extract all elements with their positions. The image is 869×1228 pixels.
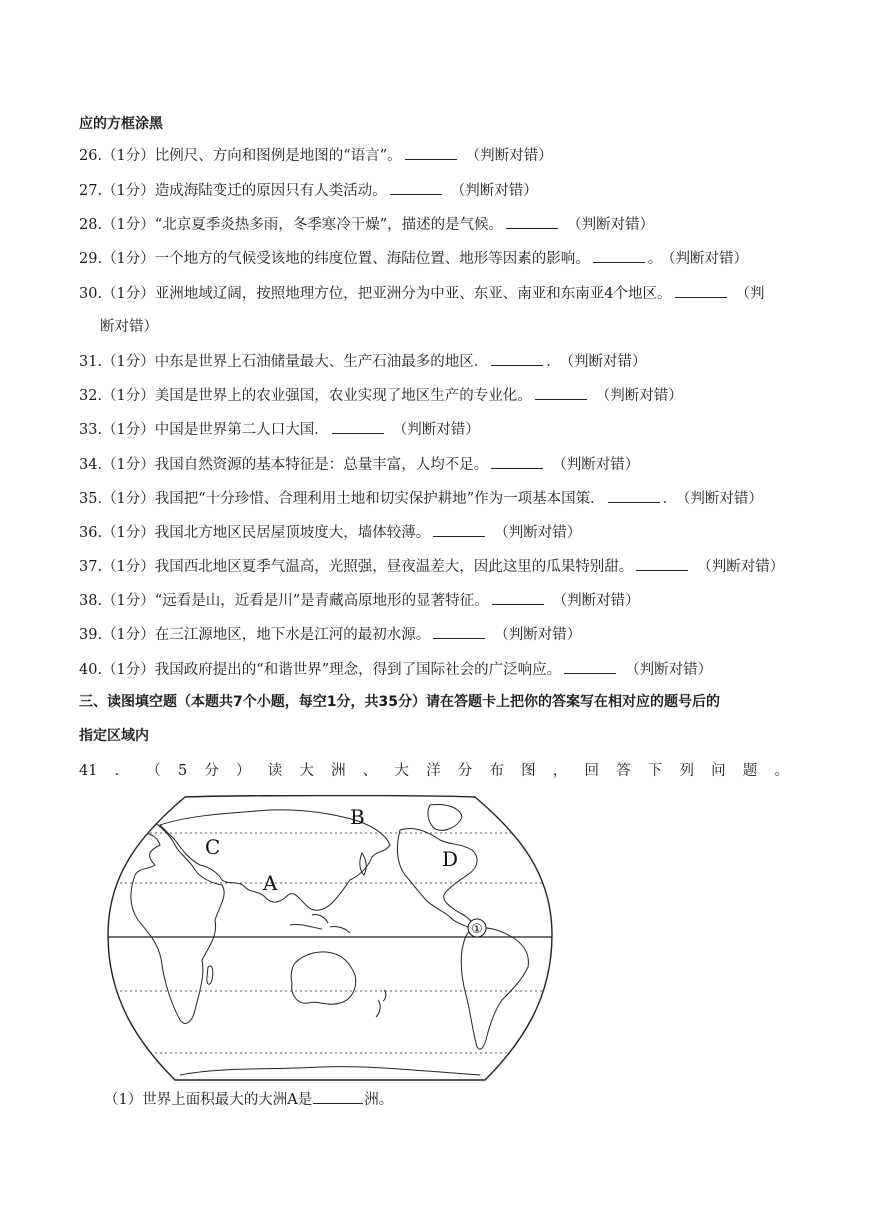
question-number: 39.	[79, 627, 103, 643]
q41-char: 5	[177, 763, 188, 779]
answer-blank[interactable]	[491, 351, 543, 366]
answer-blank[interactable]	[675, 283, 727, 298]
answer-blank[interactable]	[491, 454, 543, 469]
q41-char: 问	[711, 763, 726, 779]
question-number: 36.	[79, 525, 103, 541]
answer-blank[interactable]	[332, 419, 384, 434]
question-41-prompt	[79, 761, 789, 781]
judge-hint: （判断对错）	[566, 354, 647, 370]
question-score: （1分）	[102, 559, 155, 575]
q41-char: （	[146, 763, 161, 779]
judge-hint: （判断对错）	[392, 422, 480, 438]
question-40	[79, 659, 799, 680]
judge-hint: （判断对错）	[552, 457, 640, 473]
question-text: 亚洲地域辽阔，按照地理方位，把亚洲分为中亚、东亚、南亚和东南亚4个地区。	[154, 286, 672, 302]
judge-hint: （判断对错）	[494, 525, 582, 541]
section3-title-line1: 三、读图填空题（本题共7个小题，每空1分，共35分）请在答题卡上把你的答案写在相对应的题号后的	[79, 694, 720, 710]
question-text: 在三江源地区，地下水是江河的最初水源。	[154, 627, 431, 643]
question-score: （1分）	[102, 457, 155, 473]
question-text: 一个地方的气候受该地的纬度位置、海陆位置、地形等因素的影响。	[154, 251, 590, 267]
question-text: “远看是山，近看是川”是青藏高原地形的显著特征。	[154, 593, 489, 609]
question-32	[79, 385, 799, 406]
question-number: 32.	[79, 388, 103, 404]
question-35	[79, 488, 799, 509]
question-punct: ．	[662, 491, 678, 507]
sub1-text-after: 洲。	[364, 1092, 394, 1108]
judge-hint: （判断对错）	[450, 183, 538, 199]
map-marker-circle-1	[468, 919, 486, 937]
judge-hint: （判断对错）	[552, 593, 640, 609]
antarctica-outline	[180, 1067, 480, 1075]
question-number: 27.	[79, 183, 103, 199]
question-30	[79, 283, 799, 304]
question-text: 我国政府提出的“和谐世界”理念，得到了国际社会的广泛响应。	[154, 662, 562, 678]
japan-outline	[360, 853, 366, 875]
section-continuation: 应的方框涂黑	[79, 116, 163, 132]
map-label-B: B	[350, 805, 365, 829]
svg-text:①: ①	[471, 922, 483, 937]
judge-hint: （判断对错）	[465, 148, 553, 164]
world-continents-oceans-map	[100, 795, 560, 1085]
question-score: （1分）	[102, 525, 155, 541]
answer-blank[interactable]	[535, 385, 587, 400]
question-number: 33.	[79, 422, 103, 438]
judge-hint: （判断对错）	[567, 217, 655, 233]
q41-char: 答	[616, 763, 631, 779]
question-number: 35.	[79, 491, 103, 507]
answer-blank[interactable]	[433, 624, 485, 639]
answer-blank[interactable]	[405, 145, 457, 160]
judge-hint: （判断对错）	[668, 251, 749, 267]
question-score: （1分）	[102, 148, 155, 164]
q41-char: 大	[299, 763, 314, 779]
madagascar-outline	[207, 966, 213, 984]
q41-char: ）	[236, 763, 251, 779]
question-number: 40.	[79, 662, 103, 678]
south-america-outline	[461, 928, 528, 1050]
answer-blank[interactable]	[313, 1089, 363, 1104]
q41-char: 列	[679, 763, 694, 779]
judge-hint: （判断对错）	[683, 491, 763, 507]
q41-char: 洲	[331, 763, 346, 779]
question-text: 我国自然资源的基本特征是：总量丰富，人均不足。	[154, 457, 489, 473]
answer-blank[interactable]	[390, 180, 442, 195]
section3-title-line2: 指定区域内	[79, 728, 149, 744]
q41-char: 图	[521, 763, 536, 779]
question-score: （1分）	[102, 662, 155, 678]
q41-char: 回	[584, 763, 599, 779]
q41-char: 大	[394, 763, 409, 779]
question-score: （1分）	[102, 217, 155, 233]
question-39	[79, 624, 799, 645]
answer-blank[interactable]	[593, 248, 645, 263]
question-number: 30.	[79, 286, 103, 302]
q41-char: 布	[489, 763, 504, 779]
question-score: （1分）	[102, 286, 155, 302]
judge-hint: （判断对错）	[494, 627, 582, 643]
question-score: （1分）	[102, 593, 155, 609]
question-number: 31.	[79, 354, 103, 370]
question-number: 29.	[79, 251, 103, 267]
question-score: （1分）	[102, 251, 155, 267]
q41-char: ，	[552, 763, 568, 779]
question-number: 26.	[79, 148, 103, 164]
question-number: 37.	[79, 559, 103, 575]
q41-char: 下	[647, 763, 663, 779]
question-41-sub1	[104, 1089, 393, 1110]
question-33	[79, 419, 799, 440]
question-34	[79, 454, 799, 475]
q41-char: ．	[114, 763, 130, 779]
answer-blank[interactable]	[506, 214, 558, 229]
question-text: 造成海陆变迁的原因只有人类活动。	[154, 183, 387, 199]
question-number: 34.	[79, 457, 103, 473]
question-text: 比例尺、方向和图例是地图的“语言”。	[154, 148, 402, 164]
question-score: （1分）	[102, 183, 155, 199]
map-label-D: D	[442, 847, 459, 871]
sub1-text-before: （1）世界上面积最大的大洲A是	[104, 1092, 313, 1108]
question-score: （1分）	[102, 422, 155, 438]
north-america-outline	[398, 828, 478, 929]
new-zealand-outline	[376, 990, 386, 1017]
question-number: 38.	[79, 593, 103, 609]
question-27	[79, 180, 799, 201]
question-text: 中国是世界第二人口大国．	[154, 422, 329, 438]
question-26	[79, 145, 799, 166]
question-31	[79, 351, 799, 372]
indonesia-outline	[290, 914, 350, 933]
question-text: 我国北方地区民居屋顶坡度大，墙体较薄。	[154, 525, 431, 541]
question-number: 28.	[79, 217, 103, 233]
q41-char: 分	[457, 763, 473, 779]
answer-blank[interactable]	[608, 488, 660, 503]
answer-blank[interactable]	[433, 522, 485, 537]
question-37	[79, 556, 799, 577]
judge-hint-continued: 断对错）	[100, 319, 158, 335]
question-29	[79, 248, 799, 269]
answer-blank[interactable]	[564, 659, 616, 674]
question-text: “北京夏季炎热多雨，冬季寒冷干燥”，描述的是气候。	[154, 217, 504, 233]
australia-outline	[291, 952, 356, 1004]
judge-hint: （判断对错）	[595, 388, 683, 404]
question-score: （1分）	[102, 491, 155, 507]
judge-hint: （判断对错）	[625, 662, 713, 678]
question-28	[79, 214, 799, 235]
q41-char: 读	[267, 763, 283, 779]
q41-char: 41	[79, 763, 98, 779]
q41-char: 洋	[426, 763, 441, 779]
answer-blank[interactable]	[636, 556, 688, 571]
question-38	[79, 590, 799, 611]
map-frame	[108, 796, 552, 1081]
question-36	[79, 522, 799, 543]
question-score: （1分）	[102, 627, 155, 643]
judge-hint: （判	[735, 286, 765, 302]
greenland-outline	[428, 805, 462, 831]
question-text: 我国把“十分珍惜、合理利用土地和切实保护耕地”作为一项基本国策．	[154, 491, 605, 507]
answer-blank[interactable]	[492, 590, 544, 605]
question-score: （1分）	[102, 388, 155, 404]
map-label-A: A	[263, 871, 278, 895]
question-text: 我国西北地区夏季气温高，光照强，昼夜温差大，因此这里的瓜果特别甜。	[154, 559, 634, 575]
q41-char: 分	[204, 763, 219, 779]
judge-hint: （判断对错）	[697, 559, 785, 575]
q41-char: 、	[362, 763, 378, 779]
q41-char: 。	[774, 763, 789, 779]
question-text: 美国是世界上的农业强国，农业实现了地区生产的专业化。	[154, 388, 532, 404]
q41-char: 题	[742, 763, 758, 779]
question-score: （1分）	[102, 354, 155, 370]
question-punct: ．	[546, 354, 561, 370]
question-punct: 。	[647, 251, 663, 267]
question-text: 中东是世界上石油储量最大、生产石油最多的地区．	[154, 354, 489, 370]
map-label-C: C	[205, 835, 221, 859]
